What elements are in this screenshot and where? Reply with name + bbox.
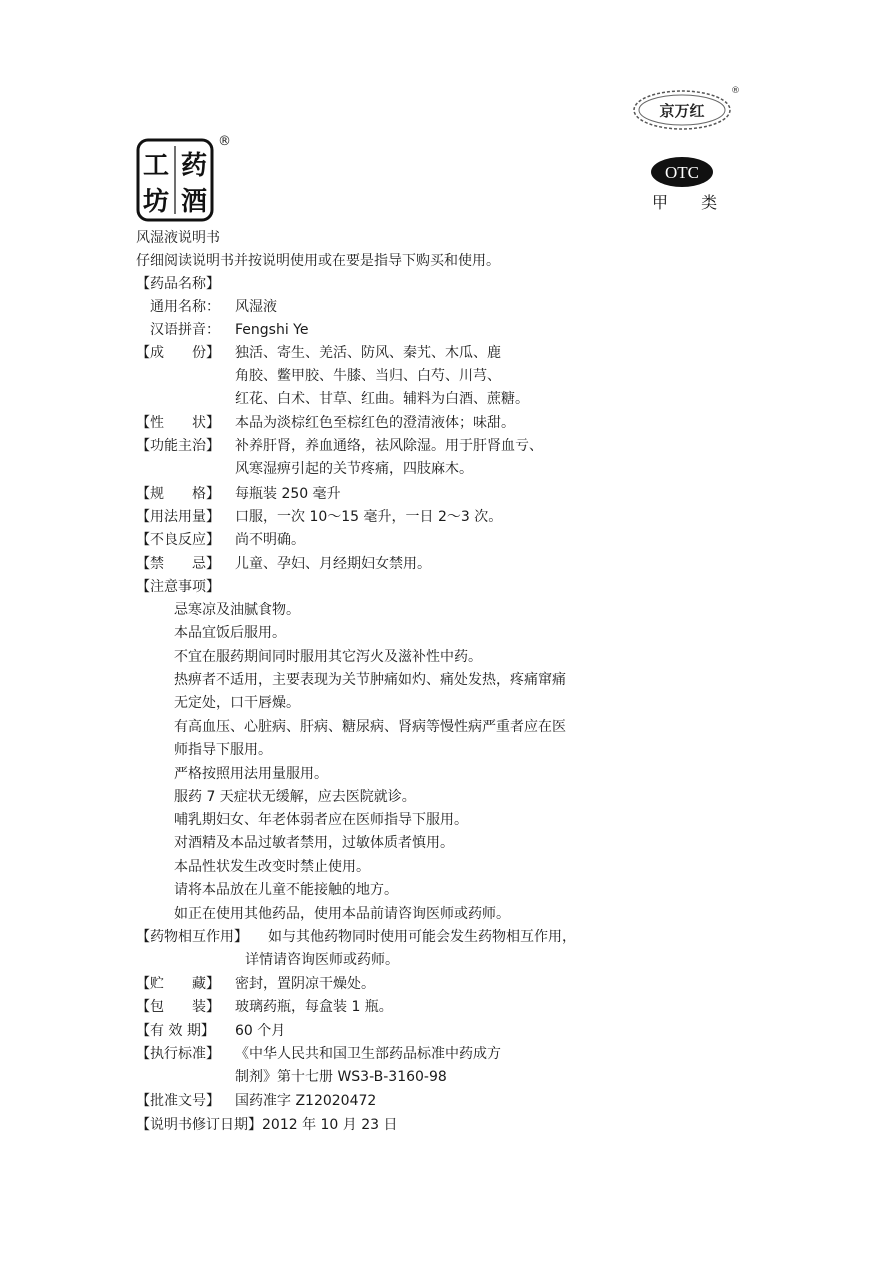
properties-value: 本品为淡棕红色至棕红色的澄清液体；味甜。 xyxy=(235,415,515,431)
pinyin-row xyxy=(150,319,309,342)
seal-char: 药 xyxy=(180,151,208,181)
revision-row xyxy=(136,1114,398,1137)
precaution-item: 请将本品放在儿童不能接触的地方。 xyxy=(174,882,398,898)
otc-category: 甲 类 xyxy=(652,193,732,212)
seal-char: 酒 xyxy=(180,187,208,217)
precaution-item: 对酒精及本品过敏者禁用，过敏体质者慎用。 xyxy=(174,835,454,851)
dosage-label: 【用法用量】 xyxy=(136,509,220,525)
revision-value: 2012 年 10 月 23 日 xyxy=(262,1117,398,1133)
precaution-item: 如正在使用其他药品，使用本品前请咨询医师或药师。 xyxy=(174,906,510,922)
properties-label: 【性 状】 xyxy=(136,415,220,431)
validity-value: 60 个月 xyxy=(235,1023,286,1039)
precaution-item: 本品宜饭后服用。 xyxy=(174,625,286,641)
seal-char: 坊 xyxy=(142,187,170,217)
package-value: 玻璃药瓶，每盒装 1 瓶。 xyxy=(235,999,393,1015)
doc-title: 风湿液说明书 xyxy=(136,230,220,246)
storage-value: 密封，置阴凉干燥处。 xyxy=(235,976,375,992)
registered-mark: ® xyxy=(731,86,740,96)
standard-line: 制剂》第十七册 WS3-B-3160-98 xyxy=(235,1069,447,1085)
indications-line: 补养肝肾，养血通络，祛风除湿。用于肝肾血亏、 xyxy=(235,438,543,454)
interactions-label: 【药物相互作用】 xyxy=(136,929,248,945)
precaution-item: 服药 7 天症状无缓解，应去医院就诊。 xyxy=(174,789,416,805)
ingredients-line: 红花、白术、甘草、红曲。辅料为白酒、蔗糖。 xyxy=(235,391,529,407)
contraindications-label: 【禁 忌】 xyxy=(136,556,220,572)
ingredients-line: 角胶、鳖甲胶、牛膝、当归、白芍、川芎、 xyxy=(235,368,501,384)
generic-name-row xyxy=(150,296,277,319)
doc-intro: 仔细阅读说明书并按说明使用或在要是指导下购买和使用。 xyxy=(136,253,500,269)
generic-name-value: 风湿液 xyxy=(235,299,277,315)
indications-label: 【功能主治】 xyxy=(136,438,220,454)
ingredients-line: 独活、寄生、羌活、防风、秦艽、木瓜、鹿 xyxy=(235,345,501,361)
revision-label: 【说明书修订日期】 xyxy=(136,1117,262,1133)
contraindications-value: 儿童、孕妇、月经期妇女禁用。 xyxy=(235,556,431,572)
generic-name-label: 通用名称： xyxy=(150,299,220,315)
section-name-header: 【药品名称】 xyxy=(136,276,220,292)
precautions-label: 【注意事项】 xyxy=(136,579,220,595)
validity-label: 【有 效 期】 xyxy=(136,1023,215,1039)
specification-value: 每瓶装 250 毫升 xyxy=(235,486,341,502)
registered-mark: ® xyxy=(218,134,231,149)
adverse-value: 尚不明确。 xyxy=(235,532,305,548)
adverse-label: 【不良反应】 xyxy=(136,532,220,548)
interactions-line: 详情请咨询医师或药师。 xyxy=(245,952,399,968)
precaution-item: 师指导下服用。 xyxy=(174,742,272,758)
seal-char: 工 xyxy=(142,151,170,181)
precaution-item: 忌寒凉及油腻食物。 xyxy=(174,602,300,618)
precaution-item: 严格按照用法用量服用。 xyxy=(174,766,328,782)
precaution-item: 不宜在服药期间同时服用其它泻火及滋补性中药。 xyxy=(174,649,482,665)
storage-label: 【贮 藏】 xyxy=(136,976,220,992)
brand-seal-logo xyxy=(632,88,732,132)
approval-label: 【批准文号】 xyxy=(136,1093,220,1109)
specification-label: 【规 格】 xyxy=(136,486,220,502)
standard-label: 【执行标准】 xyxy=(136,1046,220,1062)
precaution-item: 有高血压、心脏病、肝病、糖尿病、肾病等慢性病严重者应在医 xyxy=(174,719,566,735)
precaution-item: 热痹者不适用，主要表现为关节肿痛如灼、痛处发热，疼痛窜痛 xyxy=(174,672,566,688)
precaution-item: 本品性状发生改变时禁止使用。 xyxy=(174,859,370,875)
dosage-value: 口服，一次 10～15 毫升，一日 2～3 次。 xyxy=(235,509,503,525)
otc-badge xyxy=(650,156,714,188)
indications-line: 风寒湿痹引起的关节疼痛，四肢麻木。 xyxy=(235,461,473,477)
brand-seal-text: 京万红 xyxy=(659,102,705,120)
ingredients-label: 【成 份】 xyxy=(136,345,220,361)
pinyin-label: 汉语拼音： xyxy=(150,322,220,338)
pinyin-value: Fengshi Ye xyxy=(235,322,309,338)
precaution-item: 无定处，口干唇燥。 xyxy=(174,695,300,711)
interactions-line: 如与其他药物同时使用可能会发生药物相互作用， xyxy=(268,929,576,945)
standard-line: 《中华人民共和国卫生部药品标准中药成方 xyxy=(235,1046,501,1062)
precaution-item: 哺乳期妇女、年老体弱者应在医师指导下服用。 xyxy=(174,812,468,828)
approval-value: 国药准字 Z12020472 xyxy=(235,1093,377,1109)
otc-label: OTC xyxy=(665,163,699,182)
square-seal-logo xyxy=(136,138,214,222)
package-label: 【包 装】 xyxy=(136,999,220,1015)
